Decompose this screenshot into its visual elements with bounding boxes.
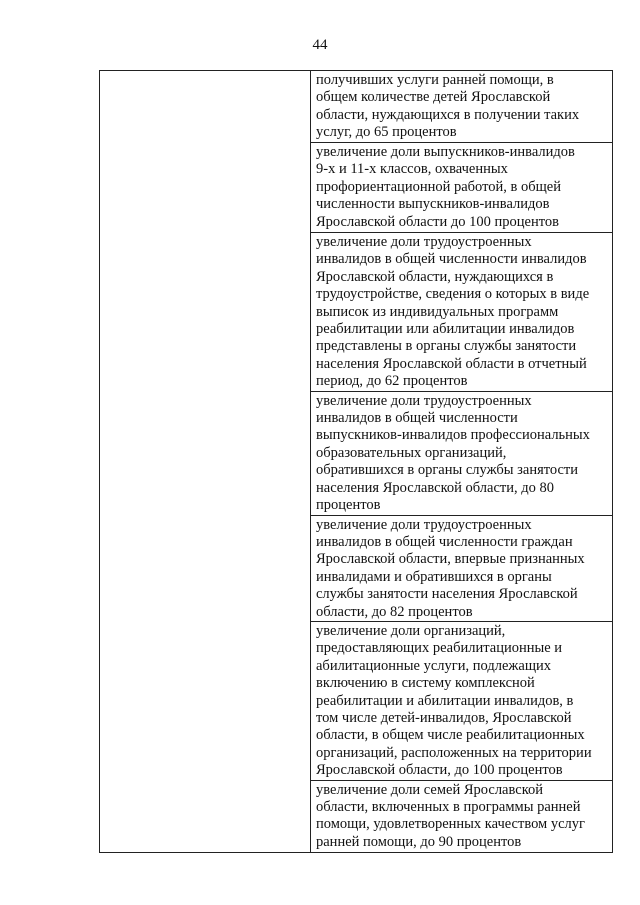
left-cell-merged — [100, 71, 311, 853]
page-number: 44 — [312, 37, 328, 53]
table-row — [100, 71, 613, 143]
table-body — [100, 71, 613, 853]
indicator-cell-7 — [311, 780, 613, 852]
indicator-text-2: увеличение доли выпускников-инвалидов 9-х и 11-х классов, охваченных профориентационной работой, в общей численности выпускников-инвалидов Ярославской области до 100 процентов — [316, 144, 575, 230]
indicators-table — [99, 70, 613, 853]
indicator-cell-6 — [311, 621, 613, 780]
indicator-cell-3 — [311, 233, 613, 392]
indicator-text-3: увеличение доли трудоустроенных инвалидов в общей численности инвалидов Ярославской области, нуждающихся в трудоустройстве, сведения о которых в виде выписок из индивидуальных программ реабилитации или абилитации инвалидов представлены в органы службы занятости населения Ярославской области в отчетный период, до 62 процентов — [316, 234, 590, 390]
indicator-text-5: увеличение доли трудоустроенных инвалидов в общей численности граждан Ярославской области, впервые признанных инвалидами и обратившихся в органы службы занятости населения Ярославской области, до 82 процентов — [316, 516, 585, 620]
indicator-text-1: получивших услуги ранней помощи, в общем количестве детей Ярославской области, нуждающихся в получении таких услуг, до 65 процентов — [316, 72, 580, 141]
indicator-cell-1 — [311, 71, 613, 143]
indicator-text-7: увеличение доли семей Ярославской области, включенных в программы ранней помощи, удовлетворенных качеством услуг ранней помощи, до 90 процентов — [316, 781, 585, 850]
indicator-text-4: увеличение доли трудоустроенных инвалидов в общей численности выпускников-инвалидов профессиональных образовательных организаций, обратившихся в органы службы занятости населения Ярославской области, до 80 процентов — [316, 392, 590, 514]
indicator-text-6: увеличение доли организаций, предоставляющих реабилитационные и абилитационные услуги, подлежащих включению в систему комплексной реабилитации и абилитации инвалидов, в том числе детей-инвалидов, Ярославской области, в общем числе реабилитационных организаций, расположенных на территории Ярославской области, до 100 процентов — [316, 622, 592, 779]
indicator-cell-4 — [311, 391, 613, 515]
indicator-cell-2 — [311, 143, 613, 233]
indicator-cell-5 — [311, 515, 613, 621]
